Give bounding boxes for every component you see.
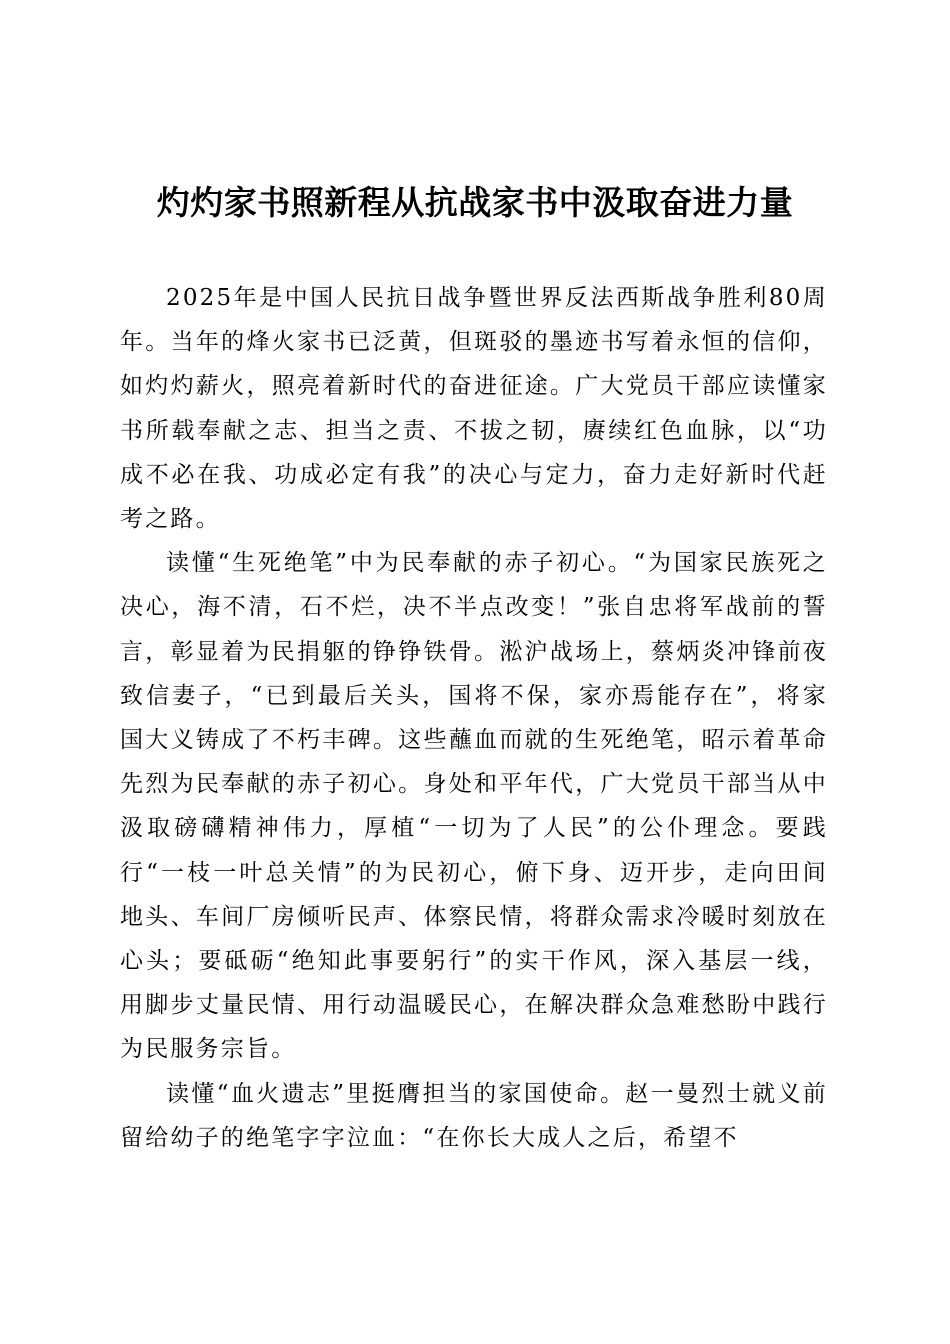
document-title: 灼灼家书照新程从抗战家书中汲取奋进力量 [156, 183, 794, 222]
document-body [120, 276, 828, 1160]
paragraph-intro: 2025年是中国人民抗日战争暨世界反法西斯战争胜利80周年。当年的烽火家书已泛黄，但斑驳的墨迹书写着永恒的信仰，如灼灼薪火，照亮着新时代的奋进征途。广大党员干部应读懂家书所载奉献之志、担当之责、不拔之韧，赓续红色血脉，以“功成不必在我、功成必定有我”的决心与定力，奋力走好新时代赶考之路。 [120, 285, 828, 533]
paragraph-dedication: 读懂“生死绝笔”中为民奉献的赤子初心。“为国家民族死之决心，海不清，石不烂，决不半点改变！”张自忠将军战前的誓言，彰显着为民捐躯的铮铮铁骨。淞沪战场上，蔡炳炎冲锋前夜致信妻子，“已到最后关头，国将不保，家亦焉能存在”，将家国大义铸成了不朽丰碑。这些蘸血而就的生死绝笔，昭示着革命先烈为民奉献的赤子初心。身处和平年代，广大党员干部当从中汲取磅礴精神伟力，厚植“一切为了人民”的公仆理念。要践行“一枝一叶总关情”的为民初心，俯下身、迈开步，走向田间地头、车间厂房倾听民声、体察民情，将群众需求冷暖时刻放在心头；要砥砺“绝知此事要躬行”的实干作风，深入基层一线，用脚步丈量民情、用行动温暖民心，在解决群众急难愁盼中践行为民服务宗旨。 [120, 550, 828, 1063]
paragraph-mission: 读懂“血火遗志”里挺膺担当的家国使命。赵一曼烈士就义前留给幼子的绝笔字字泣血：“在你长大成人之后，希望不 [120, 1080, 828, 1151]
